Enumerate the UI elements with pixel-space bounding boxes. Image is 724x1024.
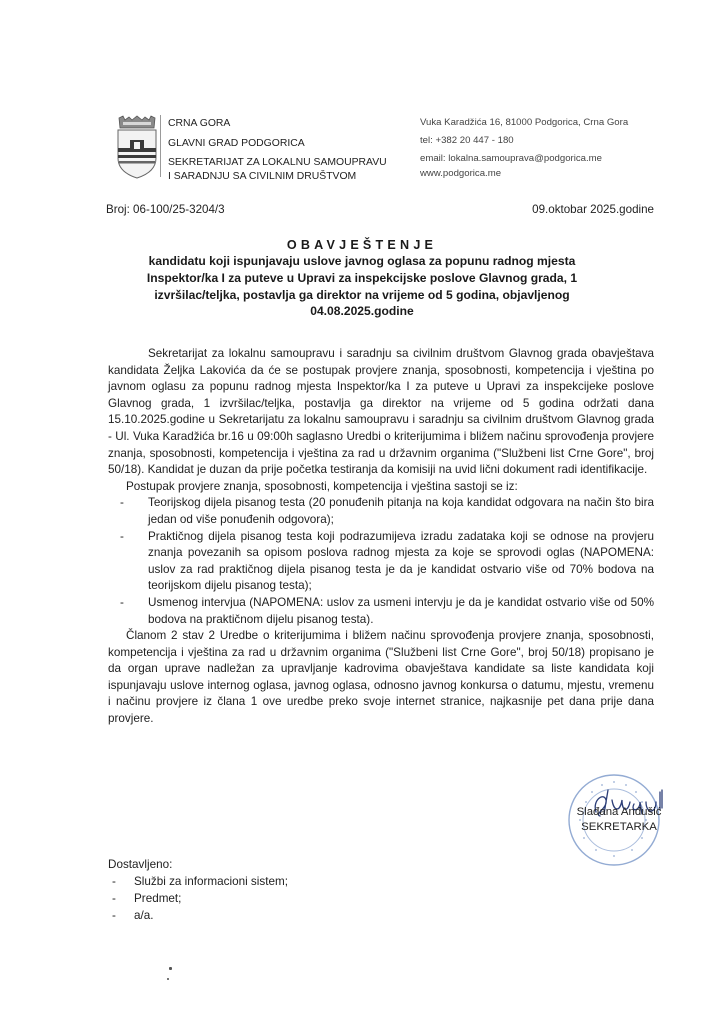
department-line-2: I SARADNJU SA CIVILNIM DRUŠTVOM (168, 170, 357, 182)
email-link[interactable]: email: lokalna.samouprava@podgorica.me (420, 153, 602, 164)
subtitle-line: 04.08.2025.godine (310, 304, 414, 319)
scan-artifact (167, 978, 169, 980)
document-subtitle (128, 253, 596, 320)
list-item (108, 595, 654, 628)
list-item-text: Praktičnog dijela pisanog testa koji podrazumijeva izradu zadataka koji se odnose na provjeru znanja povezanih sa opisom poslova radnog mjesta za koje se sprovodi oglas (NAPOMENA: uslov za rad praktičnog dijela pisanog testa je da je kandidat ostvario više od 70% bodova na teorijskom dijelu pisanog testa); (148, 529, 654, 593)
scan-artifact (169, 967, 172, 970)
signatory-role: SEKRETARKA (581, 821, 657, 833)
distribution-label: Dostavljeno: (108, 858, 173, 871)
list-dash: - (120, 496, 124, 510)
test-stages-list (108, 495, 654, 628)
department-line-1: SEKRETARIJAT ZA LOKALNU SAMOUPRAVU (168, 157, 387, 169)
distribution-list (108, 873, 288, 924)
distribution-item (108, 907, 288, 924)
address: Vuka Karadžića 16, 81000 Podgorica, Crna Gora (420, 117, 629, 128)
signatory-name: Slađana Anđušić (576, 806, 662, 818)
list-dash: - (120, 529, 124, 543)
organization-block (168, 117, 387, 183)
list-dash: - (112, 909, 116, 922)
document-body (108, 346, 654, 728)
website-link[interactable]: www.podgorica.me (420, 168, 502, 179)
letterhead-divider (160, 115, 161, 177)
distribution-item (108, 873, 288, 890)
podgorica-coat-of-arms-icon (115, 114, 159, 180)
signatory-block (560, 805, 678, 835)
list-item-text: Teorijskog dijela pisanog testa (20 ponuđenih pitanja na koja kandidat odgovara na način što bira jedan od više ponuđenih odgovora); (148, 496, 654, 526)
body-paragraph-1: Sekretarijat za lokalnu samoupravu i saradnju sa civilnim društvom Glavnog grada obavještava kandidata Željka Lakovića da će se postupak provjere znanja, sposobnosti, kompetencija i vještina po javnom oglasu za popunu radnog mjesta Inspektor/ka I za puteve u Upravi za inspekcijeke poslove Glavnog grada, 1 izvršilac/teljka, postavlja ga direktor na vrijeme od 5 godina održati dana 15.10.2025.godine u Sekretarijatu za lokalnu samoupravu i saradnju sa civilnim društvom Glavnog grada - Ul. Vuka Karadžića br.16 u 09:00h saglasno Uredbi o kriterijumima i bližem načinu sprovođenja provjere znanja, sposobnosti, kompetencija i vještina za rad u državnim organima ("Službeni list Crne Gore", broj 50/18). Kandidat je duzan da prije početka testiranja da komisiji na uvid lični dokument radi identifikacije. (108, 347, 654, 477)
distribution-item-text: a/a. (134, 909, 154, 922)
reference-number: Broj: 06-100/25-3204/3 (106, 203, 225, 216)
list-item (108, 495, 654, 528)
subtitle-line: izvršilac/teljka, postavlja ga direktor na vrijeme od 5 godina, objavljenog (154, 287, 570, 302)
document-title: OBAVJEŠTENJE (286, 238, 438, 252)
country-name: CRNA GORA (168, 118, 231, 129)
list-dash: - (112, 875, 116, 888)
subtitle-line: Inspektor/ka I za puteve u Upravi za inspekcijske poslove Glavnog grada, 1 (146, 270, 578, 285)
distribution-block (108, 856, 288, 924)
list-dash: - (120, 595, 124, 609)
distribution-item-text: Predmet; (134, 892, 182, 905)
body-paragraph-3: Članom 2 stav 2 Uredbe o kriterijumima i bližem načinu sprovođenja provjere znanja, sposobnosti, kompetencija i vještina za rad u državnim organima ("Službeni list Crne Gore", broj 50/18) propisano je da organ uprave nadležan za upravljanje kadrovima obavještava kandidate sa liste kandidata koji ispunjavaju uslove internog oglasa, javnog oglasa, odnosno javnog konkursa o datumu, mjestu, vremenu i načinu provjere iz člana 1 ove uredbe preko svoje internet stranice, najkasnije pet dana prije dana provjere. (108, 629, 654, 726)
subtitle-line: kandidatu koji ispunjavaju uslove javnog oglasa za popunu radnog mjesta (148, 254, 576, 268)
document-date: 09.oktobar 2025.godine (532, 203, 654, 216)
city-name: GLAVNI GRAD PODGORICA (168, 137, 305, 149)
list-dash: - (112, 892, 116, 905)
list-item (108, 529, 654, 595)
contact-block (420, 116, 628, 181)
list-item-text: Usmenog intervjua (NAPOMENA: uslov za usmeni intervju je da je kandidat ostvario više od 50% bodova na praktičnom dijelu pisanog testa). (148, 595, 654, 626)
body-paragraph-2-intro: Postupak provjere znanja, sposobnosti, kompetencija i vještina sastoji se iz: (126, 479, 518, 493)
distribution-item-text: Službi za informacioni sistem; (134, 875, 288, 888)
distribution-item (108, 890, 288, 907)
phone: tel: +382 20 447 - 180 (420, 135, 514, 146)
